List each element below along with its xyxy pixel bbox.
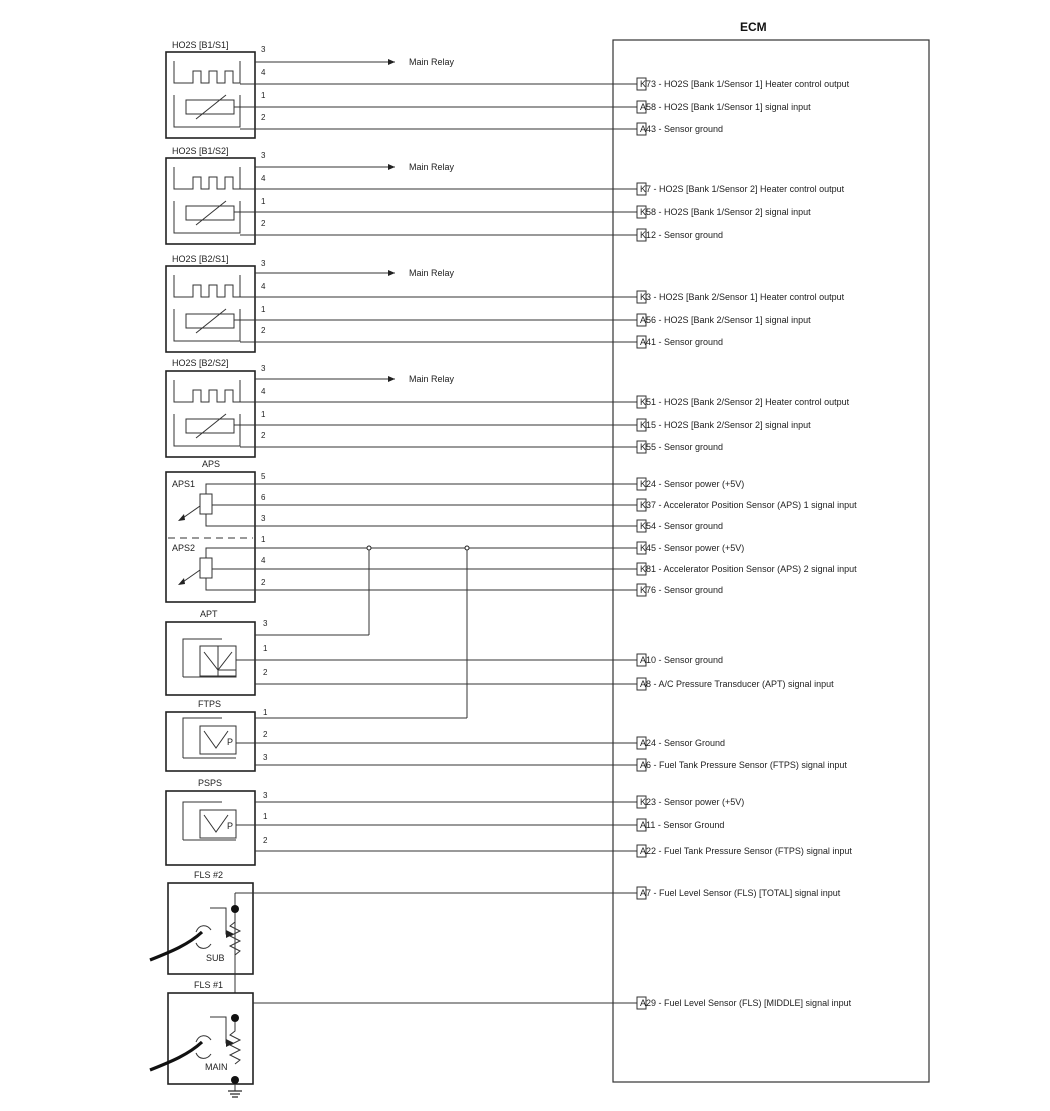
- ftps-label: FTPS: [198, 699, 222, 709]
- ecm-pin-label: A29 - Fuel Level Sensor (FLS) [MIDDLE] signal input: [640, 998, 852, 1008]
- ecm-outline: [613, 40, 929, 1082]
- pin-label: 3: [263, 791, 268, 800]
- ho2s-b2s2-box: [166, 371, 255, 457]
- pin-label: 4: [261, 387, 266, 396]
- pin-label: 3: [263, 753, 268, 762]
- pin-label: 1: [261, 410, 266, 419]
- pin-label: 1: [263, 812, 268, 821]
- pin-label: 3: [261, 151, 266, 160]
- ecm-pin-label: A43 - Sensor ground: [640, 124, 724, 134]
- ecm-pin-label: A24 - Sensor Ground: [640, 738, 726, 748]
- ecm-pin-label: K55 - Sensor ground: [640, 442, 724, 452]
- fls1-label: FLS #1: [194, 980, 224, 990]
- apt-label: APT: [200, 609, 218, 619]
- svg-text:P: P: [227, 737, 234, 747]
- pin-label: 4: [261, 174, 266, 183]
- ecm-pin-label: K24 - Sensor power (+5V): [640, 479, 745, 489]
- ecm-pin-label: K58 - HO2S [Bank 1/Sensor 2] signal input: [640, 207, 811, 217]
- ho2s-b1s2-relay: Main Relay: [409, 162, 455, 172]
- pin-label: 3: [263, 619, 268, 628]
- ecm-pin-label: A41 - Sensor ground: [640, 337, 724, 347]
- pin-label: 1: [261, 305, 266, 314]
- pin-label: 1: [261, 91, 266, 100]
- pin-label: 5: [261, 472, 266, 481]
- ecm-pin-label: K7 - HO2S [Bank 1/Sensor 2] Heater control output: [640, 184, 845, 194]
- ho2s-b1s2-box: [166, 158, 255, 244]
- ecm-pin-label: A7 - Fuel Level Sensor (FLS) [TOTAL] signal input: [640, 888, 841, 898]
- junction-dot: [231, 905, 239, 913]
- pin-label: 1: [261, 197, 266, 206]
- ecm-pin-label: A6 - Fuel Tank Pressure Sensor (FTPS) signal input: [640, 760, 847, 770]
- pin-label: 2: [263, 730, 268, 739]
- pin-label: 1: [263, 708, 268, 717]
- ecm-pin-label: A10 - Sensor ground: [640, 655, 724, 665]
- psps-label: PSPS: [198, 778, 223, 788]
- splice-node: [465, 546, 469, 550]
- ecm-pin-label: A58 - HO2S [Bank 1/Sensor 1] signal input: [640, 102, 811, 112]
- ecm-pin-label: K73 - HO2S [Bank 1/Sensor 1] Heater control output: [640, 79, 850, 89]
- aps-label: APS: [202, 459, 221, 469]
- ecm-pin-label: K37 - Accelerator Position Sensor (APS) 1 signal input: [640, 500, 857, 510]
- ecm-pin-label: A11 - Sensor Ground: [640, 820, 725, 830]
- pin-label: 3: [261, 45, 266, 54]
- ho2s-b1s1-label: HO2S [B1/S1]: [172, 40, 229, 50]
- ecm-pin-label: A8 - A/C Pressure Transducer (APT) signal input: [640, 679, 834, 689]
- ftps-box: [166, 712, 255, 771]
- ecm-pin-label: K76 - Sensor ground: [640, 585, 724, 595]
- ecm-pin-label: K51 - HO2S [Bank 2/Sensor 2] Heater control output: [640, 397, 850, 407]
- apt-box: [166, 622, 255, 695]
- ecm-pin-label: K45 - Sensor power (+5V): [640, 543, 745, 553]
- pin-label: 3: [261, 259, 266, 268]
- splice-node: [367, 546, 371, 550]
- ho2s-b2s1-box: [166, 266, 255, 352]
- aps1-label: APS1: [172, 479, 196, 489]
- pin-label: 2: [261, 113, 266, 122]
- pin-label: 4: [261, 556, 266, 565]
- pin-label: 1: [261, 535, 266, 544]
- aps2-label: APS2: [172, 543, 196, 553]
- pin-label: 2: [261, 431, 266, 440]
- aps-box: [166, 472, 255, 602]
- fls1-sub-label: MAIN: [205, 1062, 228, 1072]
- ho2s-b1s1-box: [166, 52, 255, 138]
- ecm-pin-label: K81 - Accelerator Position Sensor (APS) 2 signal input: [640, 564, 857, 574]
- svg-text:P: P: [227, 821, 234, 831]
- ecm-pin-label: K12 - Sensor ground: [640, 230, 724, 240]
- pin-label: 2: [263, 836, 268, 845]
- pin-label: 2: [261, 578, 266, 587]
- junction-dot: [231, 1076, 239, 1084]
- ecm-pin-label: K3 - HO2S [Bank 2/Sensor 1] Heater control output: [640, 292, 845, 302]
- ho2s-b2s1-label: HO2S [B2/S1]: [172, 254, 229, 264]
- ho2s-b2s2-relay: Main Relay: [409, 374, 455, 384]
- pin-label: 2: [261, 326, 266, 335]
- ho2s-b1s2-label: HO2S [B1/S2]: [172, 146, 229, 156]
- pin-label: 2: [261, 219, 266, 228]
- ecm-title: ECM: [740, 20, 767, 34]
- fls2-sub-label: SUB: [206, 953, 225, 963]
- junction-dot: [231, 1014, 239, 1022]
- pin-label: 4: [261, 68, 266, 77]
- ho2s-b2s2-label: HO2S [B2/S2]: [172, 358, 229, 368]
- ecm-pin-label: A56 - HO2S [Bank 2/Sensor 1] signal input: [640, 315, 811, 325]
- pin-label: 3: [261, 364, 266, 373]
- ho2s-b2s1-relay: Main Relay: [409, 268, 455, 278]
- ecm-pin-label: K15 - HO2S [Bank 2/Sensor 2] signal input: [640, 420, 811, 430]
- ecm-pin-label: K23 - Sensor power (+5V): [640, 797, 745, 807]
- pin-label: 6: [261, 493, 266, 502]
- fls2-label: FLS #2: [194, 870, 224, 880]
- ho2s-b1s1-relay: Main Relay: [409, 57, 455, 67]
- ecm-pin-label: A22 - Fuel Tank Pressure Sensor (FTPS) signal input: [640, 846, 852, 856]
- ecm-pin-label: K54 - Sensor ground: [640, 521, 724, 531]
- pin-label: 2: [263, 668, 268, 677]
- pin-label: 1: [263, 644, 268, 653]
- pin-label: 4: [261, 282, 266, 291]
- pin-label: 3: [261, 514, 266, 523]
